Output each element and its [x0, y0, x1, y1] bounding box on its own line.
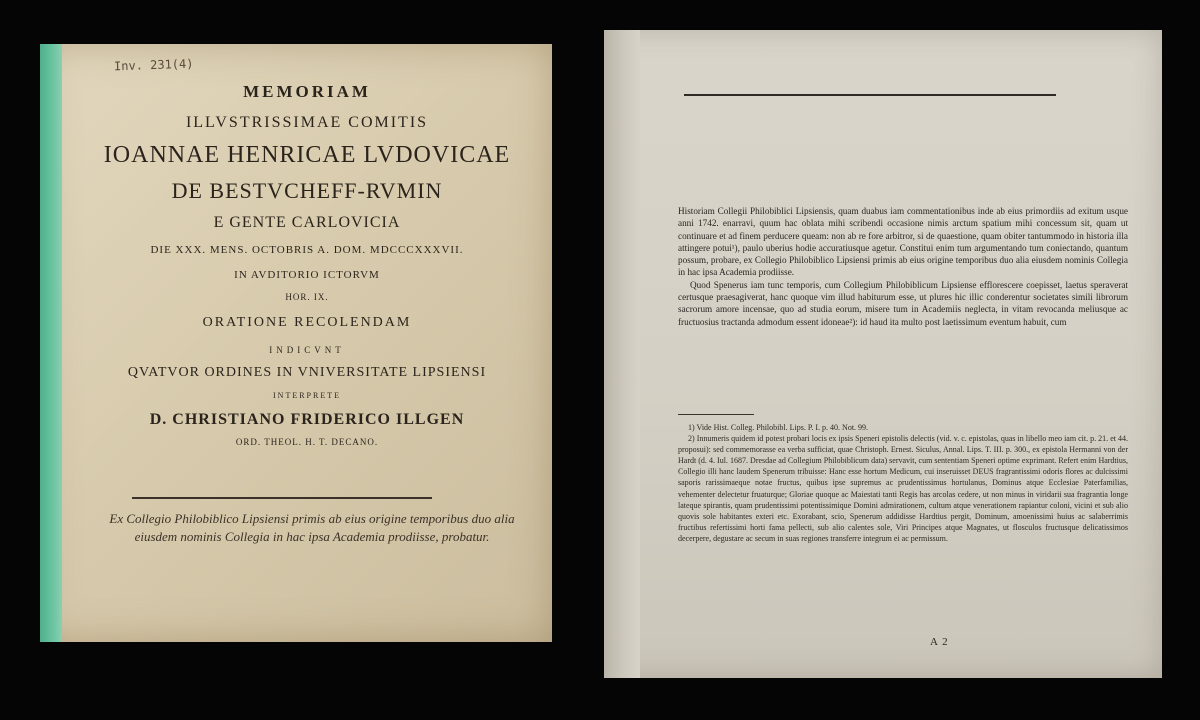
title-divider [132, 497, 432, 499]
page-gutter [604, 30, 640, 678]
footnotes [678, 422, 1128, 544]
title-page [40, 44, 552, 642]
title-line-8: HOR. IX. [285, 292, 329, 302]
footnote-1: 1) Vide Hist. Colleg. Philobibl. Lips. P. I. p. 40. Not. 99. [688, 423, 869, 432]
footnote-rule [678, 414, 754, 415]
title-line-5: E GENTE CARLOVICIA [213, 214, 401, 231]
header-rule [684, 94, 1056, 96]
title-line-6: DIE XXX. MENS. OCTOBRIS A. DOM. MDCCCXXXVII. [150, 244, 464, 256]
shelfmark-note: Inv. 231(4) [113, 56, 194, 74]
footnote-2: 2) Innumeris quidem id potest probari locis ex ipsis Speneri epistolis delectis (vid. v. c. epistolas, quas in libello meo iam cit. p. 21. et 44. proposui): sed commemorasse ea verba sufficiat, quae Christoph. Ernest. Siculus, Annal. Lips. T. III. p. 300., ex epistola Hermanni von der Hardt (d. 4. Iul. 1687. Dresdae ad Collegium Philobiblicum data) servavit, cum sententiam Speneri optime exprimant. Refert enim Hardtius, Collegio illi hanc laudem Spenerum tribuisse: Hanc esse hortum Medicum, cui inseruisset DEUS fragrantissimi odoris flores ac dulcissimi saporis rarissimaeque notae fructus, quibus ipse supremus ac prudentissimus hortulanus, Dominus atque Ecclesiae Paterfamilias, vehementer delectetur fruaturque; Gloriae quoque ac Maiestati tanti Regis has arcolas cedere, ut non minus in viridarii sua fragrantia longe lateque spirantis, quam prudentissimi potentissimique Domini admirationem, cultum atque venerationem rapiantur coloni, vicini et sub alio quovis sole habitantes exteri etc. Exorabant, scio, Spenerum addidisse Hardtius pergit, Dominum, amoenissimi huius ac salaberrimis fructibus refertissimi horti fama pellecti, sub alio calentes sole, Viri Principes atque Magnates, ut flosculos fructusque delicatissimos decerpere, degustare ac secum in suas regiones transferre integrum ei ac permissum. [678, 434, 1128, 543]
title-line-4: DE BESTVCHEFF-RVMIN [171, 178, 443, 203]
body-paragraph-2: Quod Spenerus iam tunc temporis, cum Collegium Philobiblicum Lipsiense efflorescere coepisset, laetus speraverat certusque praesagiverat, hanc quoque vim illud habiturum esse, ut plures hic illic conderentur societates simili librorum sacrorum amore incensae, quo ad studia eorum, misere tum in Academiis neglecta, in vitam revocanda meliusque ac fructuosius tractanda admodum essent idoneae²): id haud ita multo post laetissimum eventum habuit, cum [678, 279, 1128, 327]
title-line-2: ILLVSTRISSIMAE COMITIS [185, 114, 429, 131]
signature-mark: A 2 [930, 636, 949, 648]
title-line-10: INDICVNT [269, 345, 345, 355]
body-paragraph-1: Historiam Collegii Philobiblici Lipsiensis, quam duabus iam commentationibus inde ab eius primordiis ad exitum usque anni 1742. enarravi, quum hac oblata mihi scribendi occasione nimis arctum spatium mihi concessum sit, quam ut continuare et ad finem perducere queam: non ab re fore arbitror, si de quaestione, quam obiter tantummodo in historia illa attingere potui¹), paulo uberius hodie accuratiusque agetur. Constitui enim tum argumentando tum coniectando, quantum possum, probare, ex Collegio Philobiblico Lipsiensi primis ab eius origine temporibus duo alia eiusdem nominis Collegia in hac ipsa Academia prodiisse. [678, 206, 1128, 278]
title-line-3: IOANNAE HENRICAE LVDOVICAE [103, 142, 511, 168]
title-line-12: INTERPRETE [273, 391, 341, 400]
title-line-13: D. CHRISTIANO FRIDERICO ILLGEN [149, 411, 465, 428]
title-line-14: ORD. THEOL. H. T. DECANO. [235, 437, 379, 447]
title-line-11: QVATVOR ORDINES IN VNIVERSITATE LIPSIENSI [127, 365, 487, 380]
title-line-1: MEMORIAM [243, 82, 371, 101]
title-line-9: ORATIONE RECOLENDAM [202, 315, 412, 330]
text-page [604, 30, 1162, 678]
green-spine [40, 44, 62, 642]
motto-text: Ex Collegio Philobiblico Lipsiensi primis ab eius origine temporibus duo alia eiusdem nominis Collegia in hac ipsa Academia prodiisse, probatur. [109, 511, 515, 544]
title-line-7: IN AVDITORIO ICTORVM [234, 269, 380, 281]
body-text [678, 205, 1128, 328]
